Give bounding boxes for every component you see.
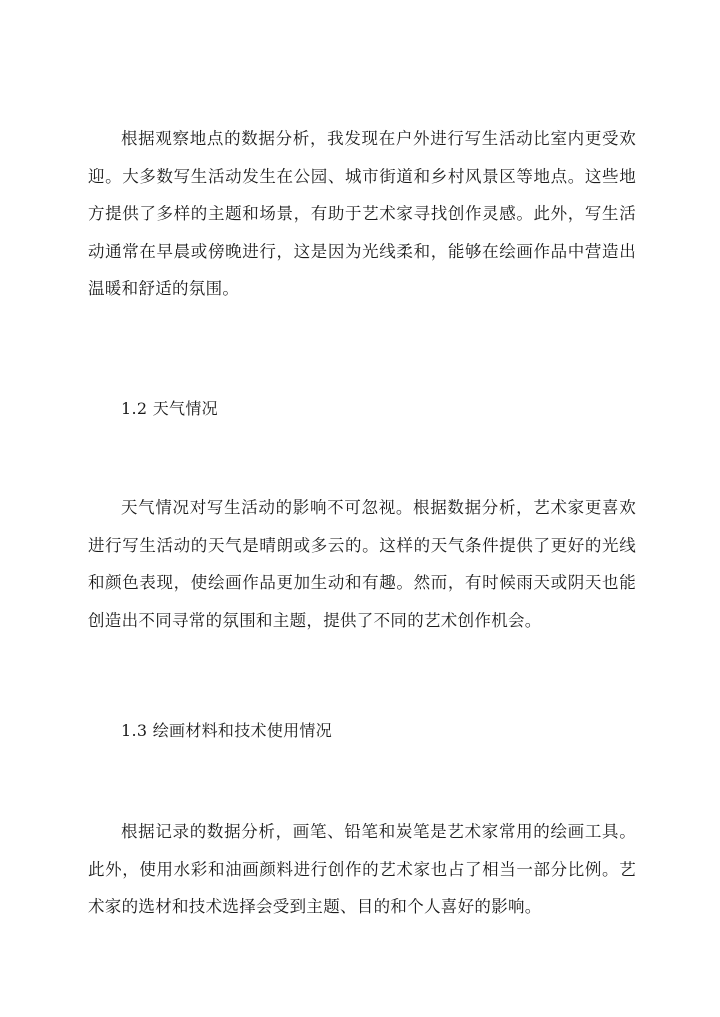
- section-heading-weather: 1.2 天气情况: [121, 399, 218, 418]
- paragraph-observation-locations: 根据观察地点的数据分析，我发现在户外进行写生活动比室内更受欢迎。大多数写生活动发生在公园、城市街道和乡村风景区等地点。这些地方提供了多样的主题和场景，有助于艺术家寻找创作灵感。此外，写生活动通常在早晨或傍晚进行，这是因为光线柔和，能够在绘画作品中营造出温暖和舒适的氛围。: [88, 129, 636, 298]
- section-heading-materials: 1.3 绘画材料和技术使用情况: [121, 721, 333, 740]
- paragraph-weather: 天气情况对写生活动的影响不可忽视。根据数据分析，艺术家更喜欢进行写生活动的天气是晴朗或多云的。这样的天气条件提供了更好的光线和颜色表现，使绘画作品更加生动和有趣。然而，有时候雨天或阴天也能创造出不同寻常的氛围和主题，提供了不同的艺术创作机会。: [88, 498, 636, 630]
- paragraph-materials: 根据记录的数据分析，画笔、铅笔和炭笔是艺术家常用的绘画工具。此外，使用水彩和油画颜料进行创作的艺术家也占了相当一部分比例。艺术家的选材和技术选择会受到主题、目的和个人喜好的影响。: [88, 822, 636, 916]
